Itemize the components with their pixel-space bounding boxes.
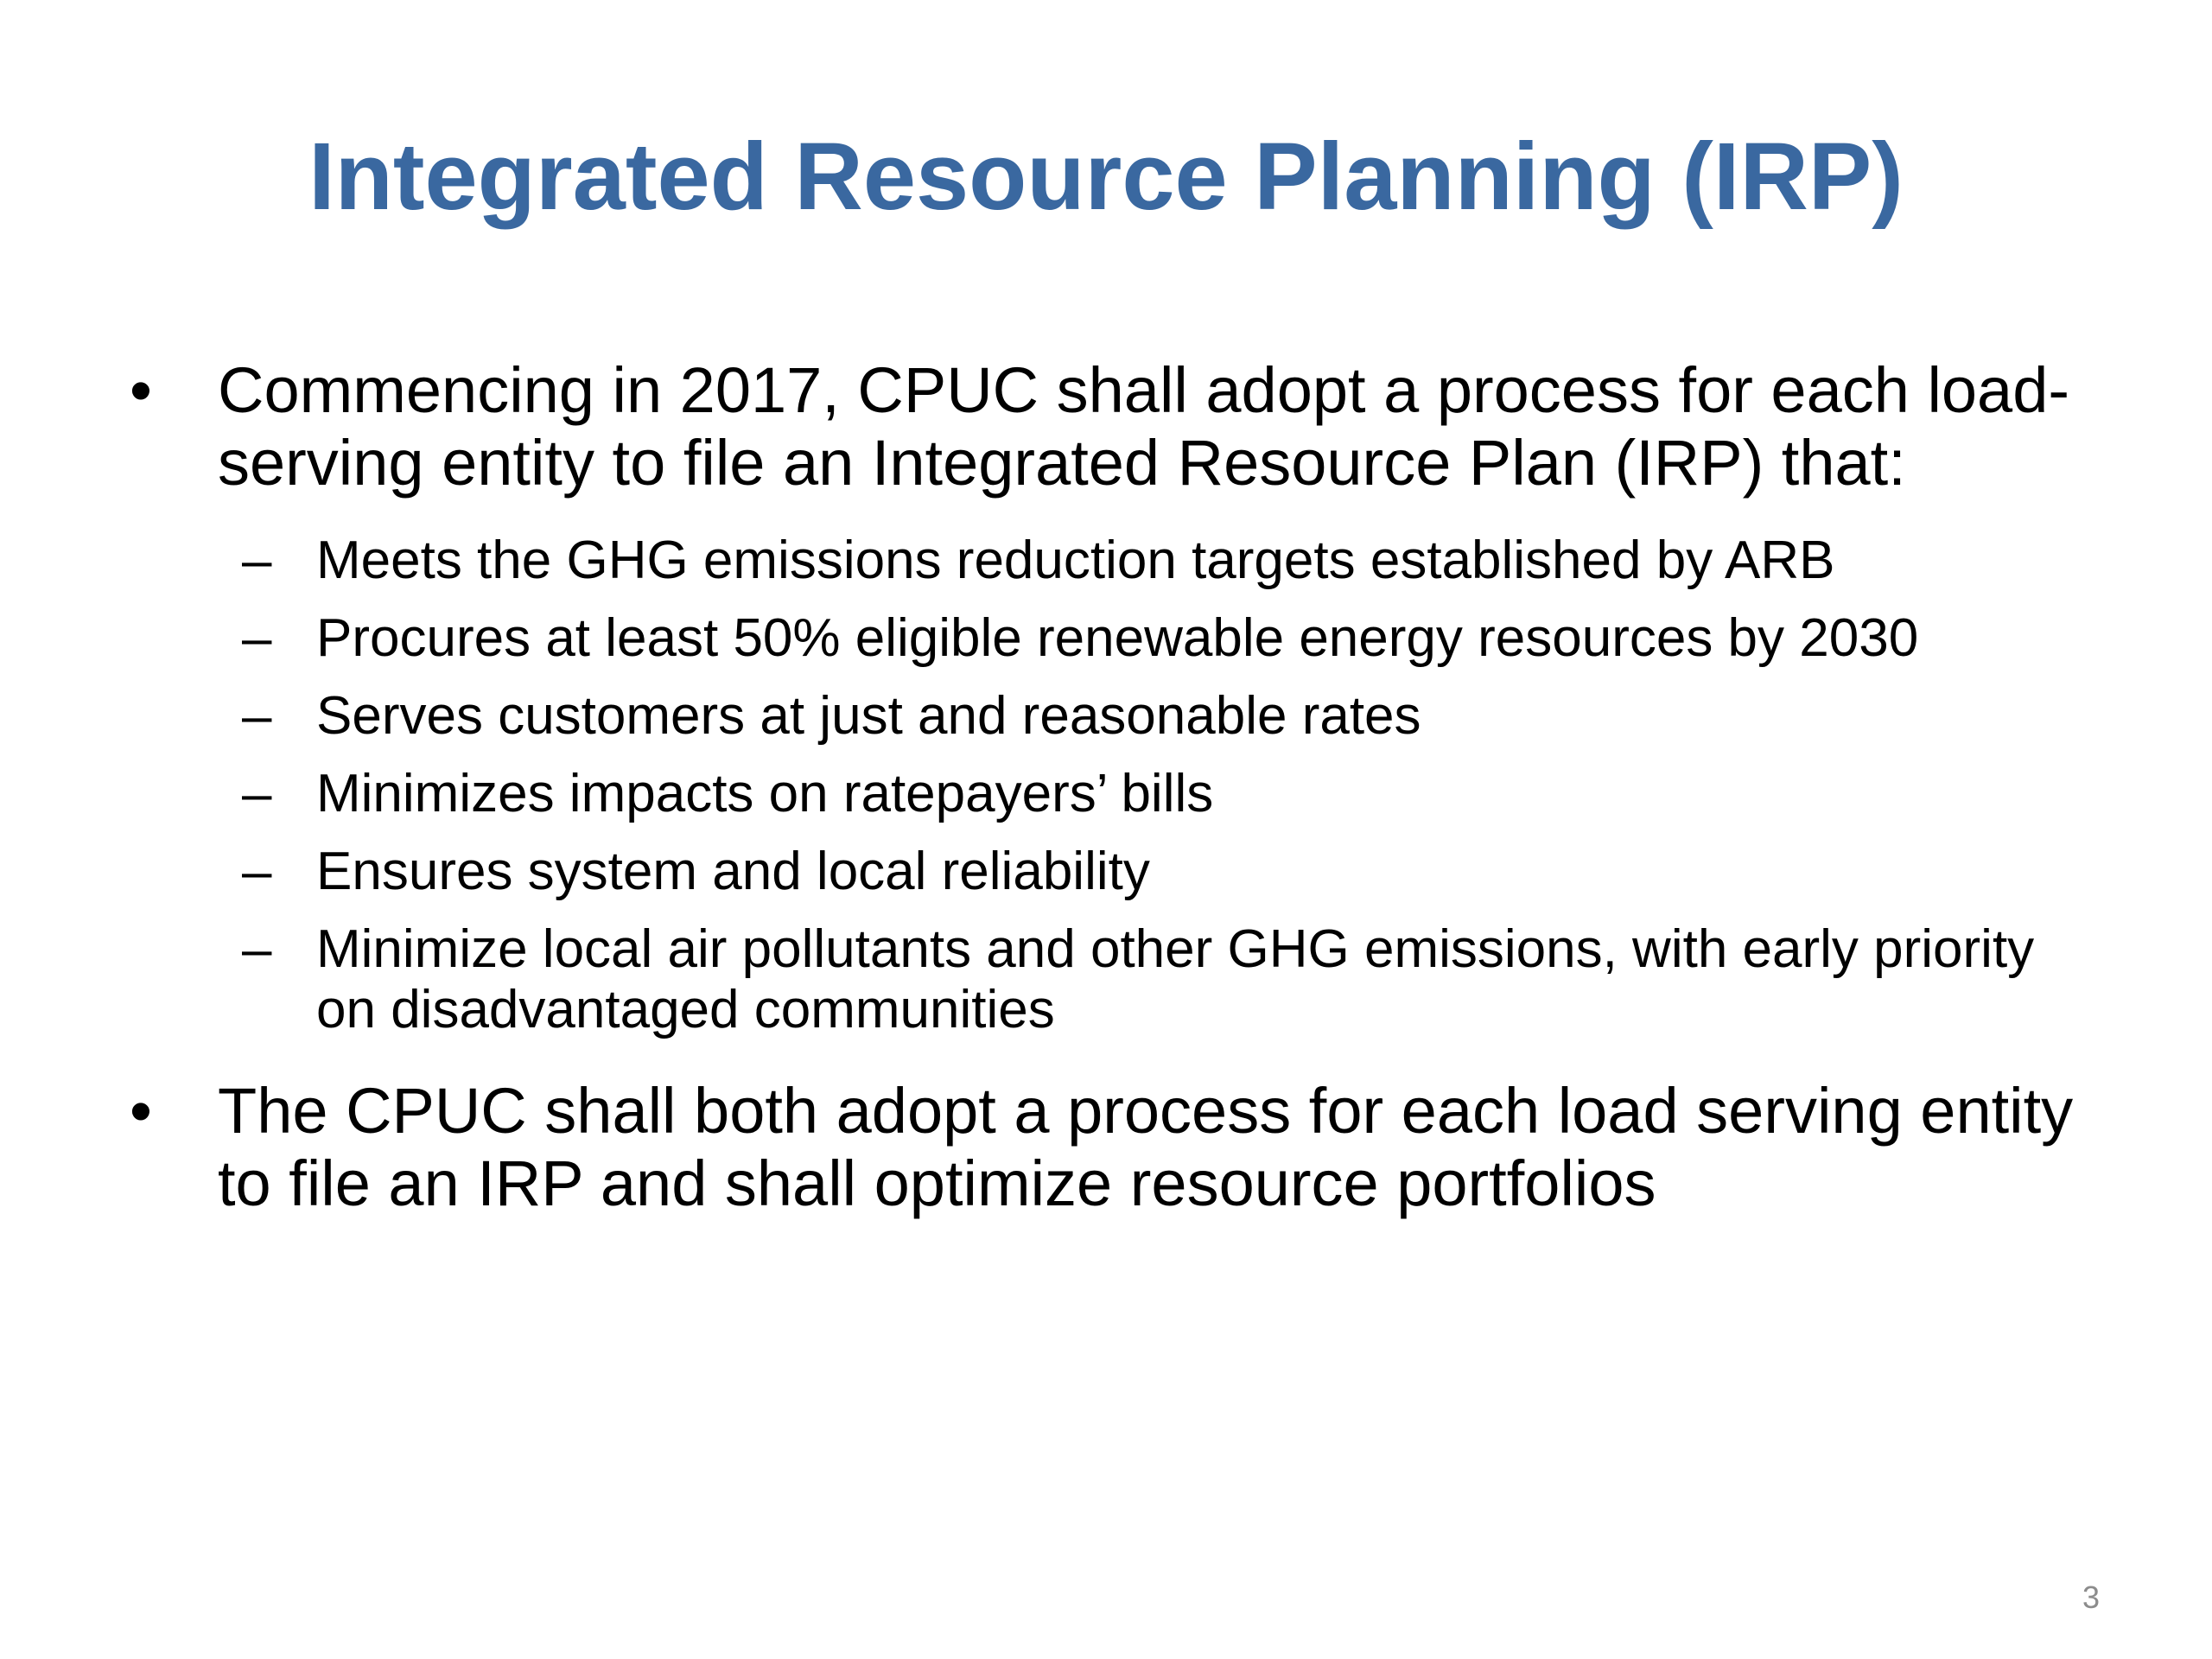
bullet-marker: • [130, 1075, 152, 1147]
dash-marker: – [242, 608, 272, 668]
sub-bullet-item [242, 531, 2074, 591]
bullet-text: Commencing in 2017, CPUC shall adopt a process for each load-serving entity to file an Integrated Resource Plan (IRP) that: [218, 354, 2070, 499]
dash-marker: – [242, 919, 272, 979]
bullet-item [121, 1075, 2074, 1220]
sub-bullet-item [242, 919, 2074, 1040]
sub-bullet-text: Minimizes impacts on ratepayers’ bills [316, 764, 1214, 823]
bullet-text: The CPUC shall both adopt a process for each load serving entity to file an IRP and shall optimize resource portfolios [218, 1075, 2074, 1219]
sub-bullet-text: Serves customers at just and reasonable rates [316, 686, 1421, 746]
sub-bullet-text: Procures at least 50% eligible renewable energy resources by 2030 [316, 608, 1919, 668]
page-number: 3 [2082, 1580, 2100, 1615]
sub-bullet-text: Ensures system and local reliability [316, 842, 1150, 901]
dash-marker: – [242, 842, 272, 901]
sub-bullet-item [242, 608, 2074, 669]
slide-title: Integrated Resource Planning (IRP) [308, 124, 1904, 230]
sub-bullet-item [242, 842, 2074, 902]
bullet-marker: • [130, 354, 152, 426]
sub-bullet-item [242, 764, 2074, 824]
dash-marker: – [242, 764, 272, 823]
slide-content [121, 354, 2074, 1220]
bullet-item [121, 354, 2074, 499]
sub-bullet-text: Meets the GHG emissions reduction targets established by ARB [316, 531, 1835, 590]
dash-marker: – [242, 531, 272, 590]
sub-bullet-item [242, 686, 2074, 747]
sub-bullet-list [242, 531, 2074, 1040]
sub-bullet-text: Minimize local air pollutants and other GHG emissions, with early priority on disadvantaged communities [316, 919, 2035, 1039]
dash-marker: – [242, 686, 272, 746]
